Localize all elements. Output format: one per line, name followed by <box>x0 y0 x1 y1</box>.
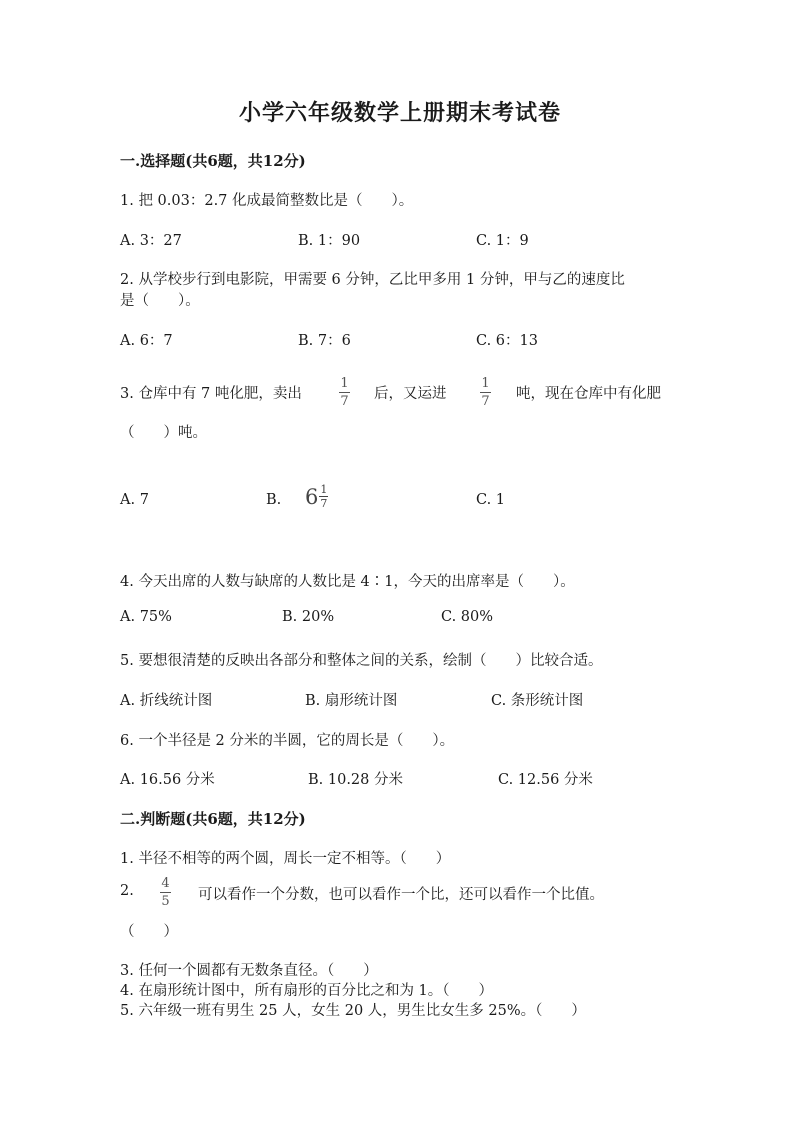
q3-fraction-1 <box>339 377 350 408</box>
q4-option-b: B. 20% <box>282 609 335 625</box>
q3-option-b-label: B. <box>266 492 282 508</box>
fraction-numerator: 1 <box>481 376 490 391</box>
question-2-line-2: 是（ ）。 <box>120 293 200 309</box>
q3-fraction-2 <box>480 377 491 408</box>
q5-option-a: A. 折线统计图 <box>120 693 213 709</box>
q1-option-a: A. 3：27 <box>120 233 182 249</box>
mixed-fraction <box>319 484 328 509</box>
q5-option-c: C. 条形统计图 <box>491 693 584 709</box>
question-5: 5. 要想很清楚的反映出各部分和整体之间的关系，绘制（ ）比较合适。 <box>120 653 603 669</box>
q6-option-b: B. 10.28 分米 <box>308 772 403 788</box>
fraction-denominator: 7 <box>481 394 490 409</box>
q4-option-a: A. 75% <box>120 609 172 625</box>
q3-option-b-mixed-number <box>305 484 328 509</box>
q1-option-b: B. 1：90 <box>298 233 361 249</box>
fraction-numerator: 1 <box>320 483 328 496</box>
q3-option-a: A. 7 <box>120 492 149 508</box>
judgment-3: 3. 任何一个圆都有无数条直径。（ ） <box>120 963 378 979</box>
judgment-2-prefix: 2. <box>120 883 134 899</box>
q4-option-c: C. 80% <box>441 609 494 625</box>
question-6: 6. 一个半径是 2 分米的半圆，它的周长是（ ）。 <box>120 733 455 749</box>
page-title: 小学六年级数学上册期末考试卷 <box>238 100 561 126</box>
question-3-part-1: 3. 仓库中有 7 吨化肥，卖出 <box>120 386 302 402</box>
section-heading-choice: 一.选择题(共6题，共12分) <box>120 152 306 170</box>
q1-option-c: C. 1：9 <box>476 233 529 249</box>
q2-option-b: B. 7：6 <box>298 333 351 349</box>
judgment-5: 5. 六年级一班有男生 25 人，女生 20 人，男生比女生多 25%。（ ） <box>120 1003 586 1019</box>
fraction-denominator: 7 <box>340 394 349 409</box>
q3-option-c: C. 1 <box>476 492 506 508</box>
q6-option-a: A. 16.56 分米 <box>120 772 215 788</box>
question-3-part-3: 吨，现在仓库中有化肥 <box>516 386 661 402</box>
judgment-2-line-2: （ ） <box>120 924 178 940</box>
q6-option-c: C. 12.56 分米 <box>498 772 593 788</box>
j2-fraction <box>160 877 171 908</box>
question-3-part-2: 后，又运进 <box>374 386 447 402</box>
q5-option-b: B. 扇形统计图 <box>305 693 398 709</box>
judgment-2-text: 可以看作一个分数，也可以看作一个比，还可以看作一个比值。 <box>198 887 604 903</box>
question-2-line-1: 2. 从学校步行到电影院，甲需要 6 分钟，乙比甲多用 1 分钟，甲与乙的速度比 <box>120 272 625 288</box>
mixed-whole: 6 <box>305 484 319 509</box>
fraction-numerator: 4 <box>161 876 170 891</box>
q2-option-c: C. 6：13 <box>476 333 538 349</box>
fraction-denominator: 5 <box>161 894 170 909</box>
q2-option-a: A. 6：7 <box>120 333 173 349</box>
fraction-numerator: 1 <box>340 376 349 391</box>
question-3-line-2: （ ）吨。 <box>120 425 207 441</box>
judgment-4: 4. 在扇形统计图中，所有扇形的百分比之和为 1。（ ） <box>120 983 494 999</box>
question-1: 1. 把 0.03：2.7 化成最简整数比是（ ）。 <box>120 193 414 209</box>
fraction-denominator: 7 <box>320 497 328 510</box>
judgment-1: 1. 半径不相等的两个圆，周长一定不相等。（ ） <box>120 851 451 867</box>
question-4: 4. 今天出席的人数与缺席的人数比是 4∶1，今天的出席率是（ ）。 <box>120 574 575 590</box>
section-heading-judgment: 二.判断题(共6题，共12分) <box>120 810 306 828</box>
